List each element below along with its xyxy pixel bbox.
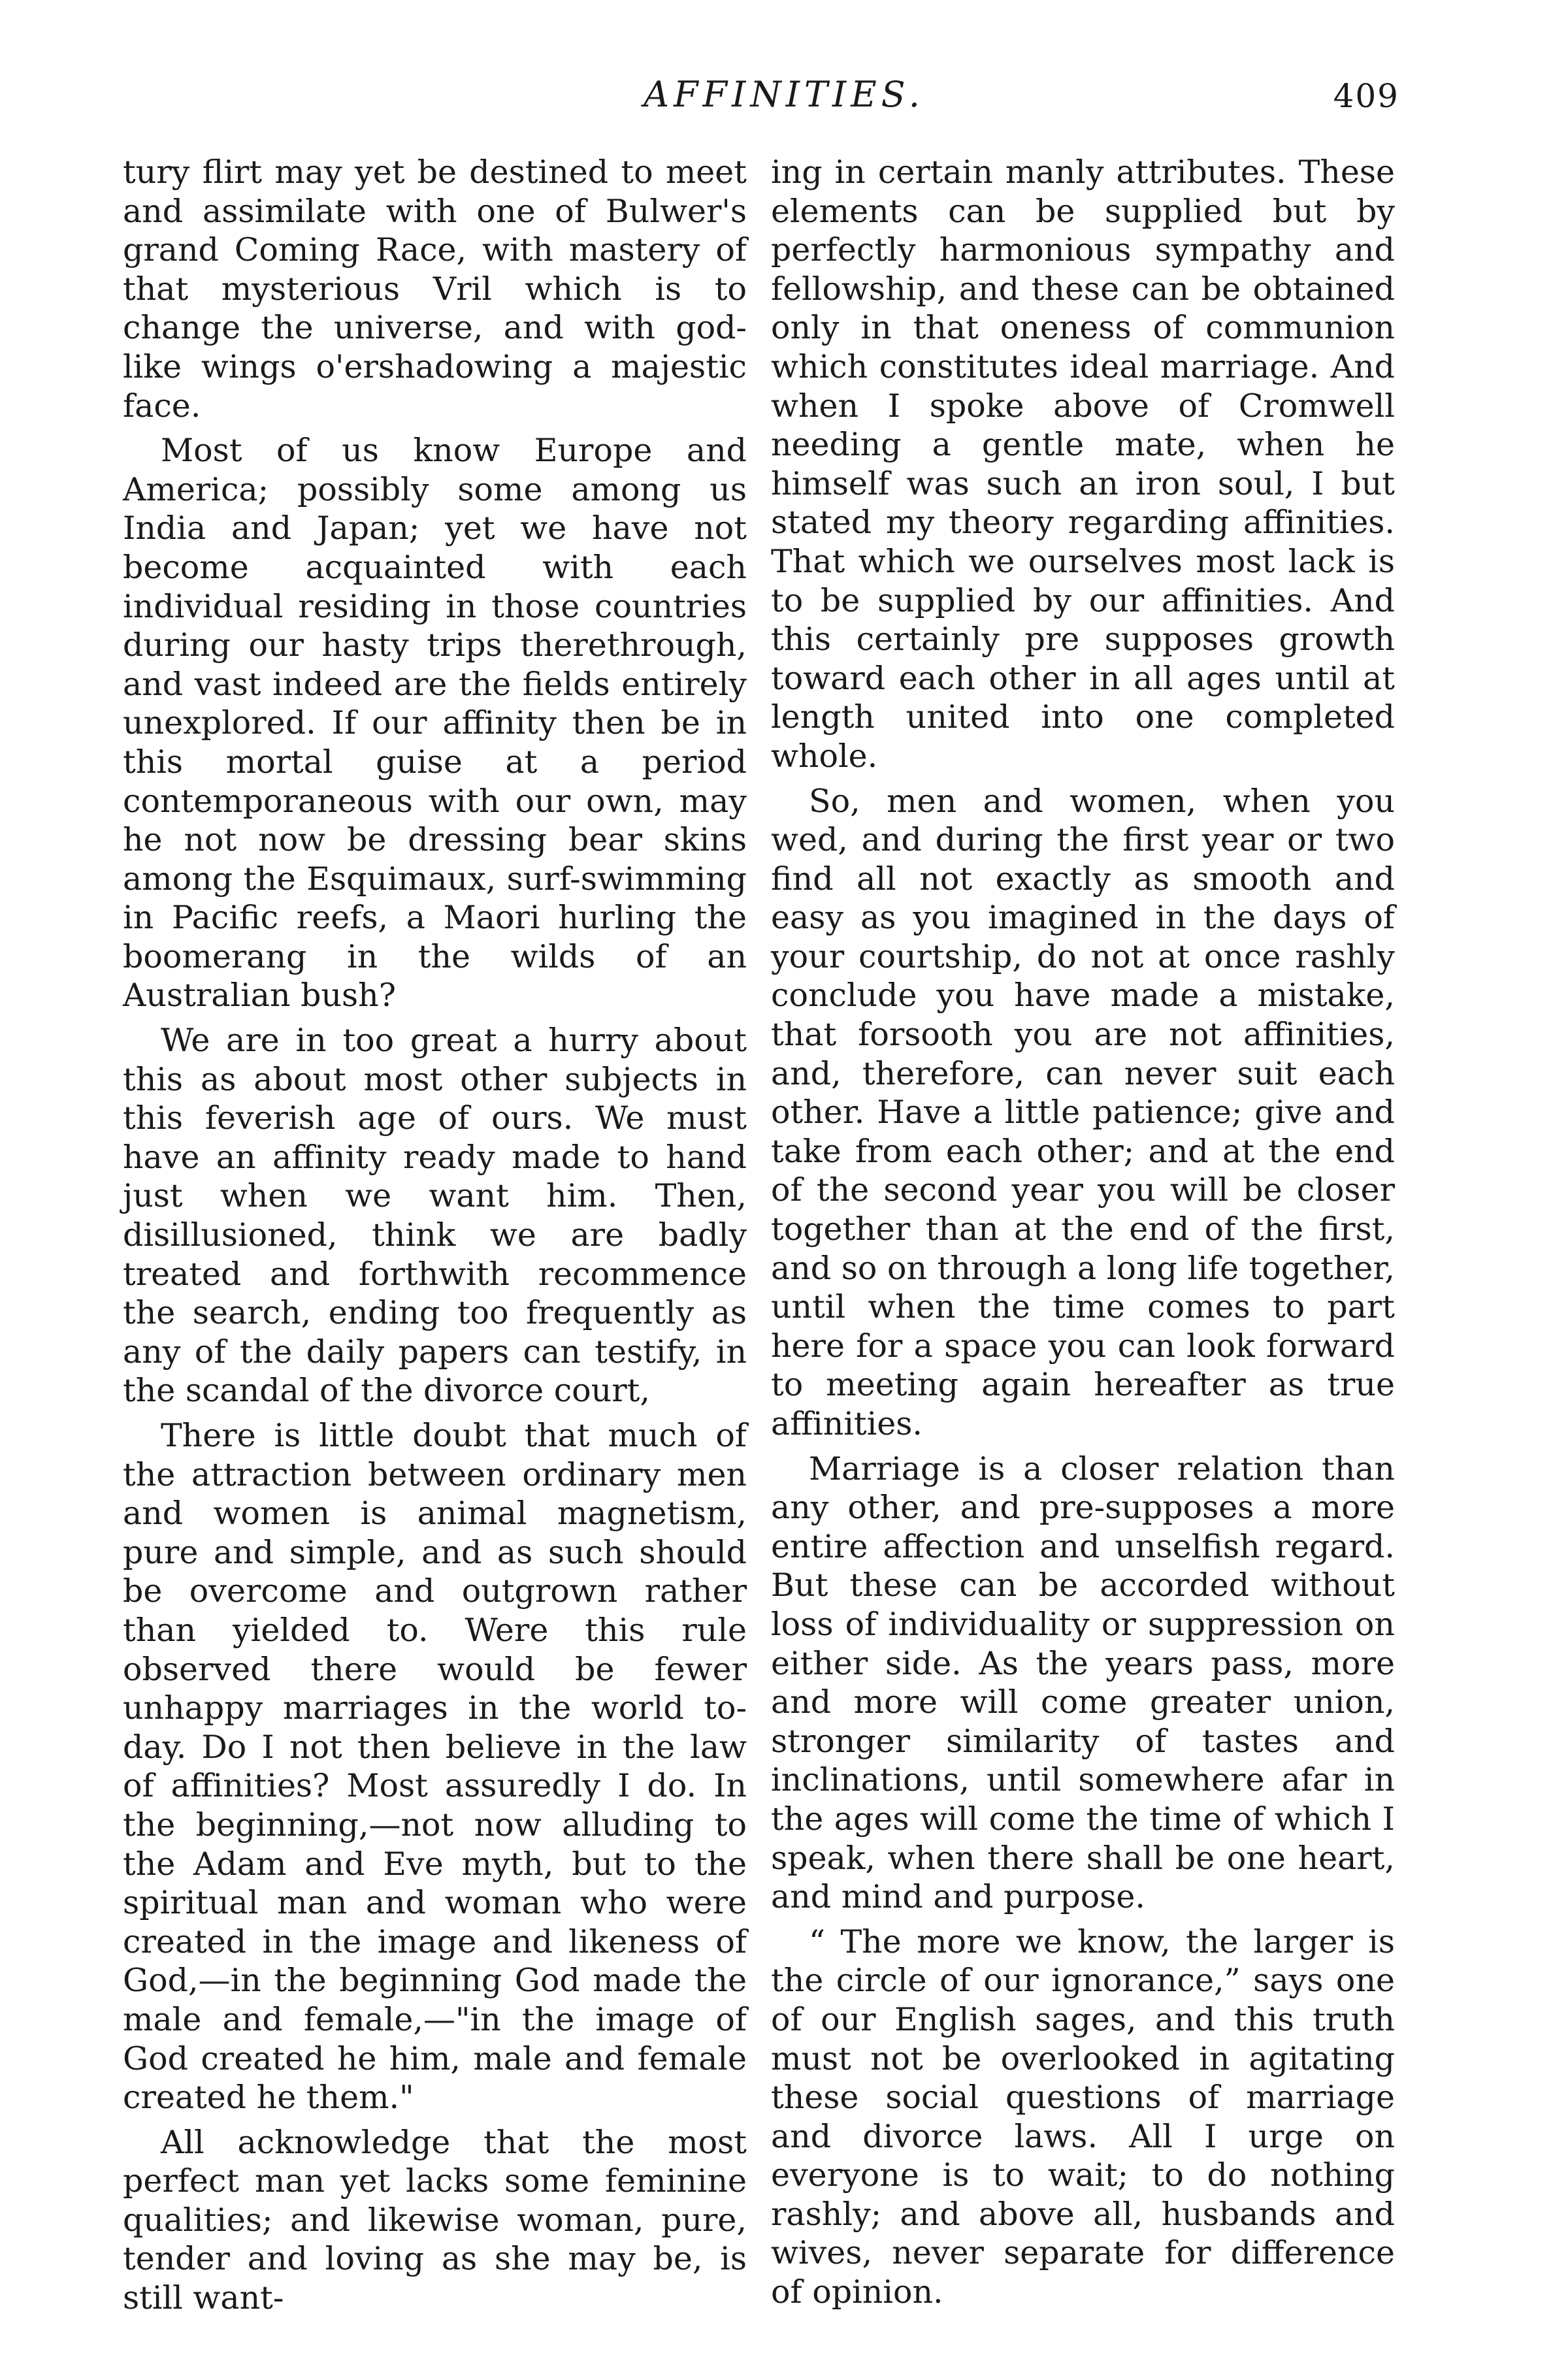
- paragraph: So, men and women, when you wed, and during the first year or two find all not exactly as smooth and easy as you imagined in the days of your courtship, do not at once rashly conclude you have made a mistake, that forsooth you are not affinities, and, therefore, can never suit each other. Have a little patience; give and take from each other; and at the end of the second year you will be closer together than at the end of the first, and so on through a long life together, until when the time comes to part here for a space you can look forward to meeting again hereafter as true affinities.: [771, 782, 1395, 1442]
- paragraph: All acknowledge that the most perfect man yet lacks some feminine qualities; and likewise woman, pure, tender and loving as she may be, is still want-: [123, 2123, 747, 2317]
- paragraph: “ The more we know, the larger is the circle of our ignorance,” says one of our English sages, and this truth must not be overlooked in agitating these social questions of marriage and divorce laws. All I urge on everyone is to wait; to do nothing rashly; and above all, husbands and wives, never separate for difference of opinion.: [771, 1923, 1395, 2311]
- paragraph: We are in too great a hurry about this as about most other subjects in this feverish age of ours. We must have an affinity ready made to hand just when we want him. Then, disillusioned, think we are badly treated and forthwith recommence the search, ending too frequently as any of the daily papers can testify, in the scandal of the divorce court,: [123, 1022, 747, 1410]
- running-title: AFFINITIES.: [644, 74, 924, 115]
- right-column: [771, 153, 1395, 2312]
- paragraph: ing in certain manly attributes. These elements can be supplied but by perfectly harmonious sympathy and fellowship, and these can be obtained only in that oneness of communion which constitutes ideal marriage. And when I spoke above of Cromwell needing a gentle mate, when he himself was such an iron soul, I but stated my theory regarding affinities. That which we ourselves most lack is to be supplied by our affinities. And this certainly pre supposes growth toward each other in all ages until at length united into one completed whole.: [771, 154, 1395, 775]
- paragraph: tury flirt may yet be destined to meet and assimilate with one of Bulwer's grand Coming Race, with mastery of that mysterious Vril which is to change the universe, and with god-like wings o'ershadowing a majestic face.: [123, 154, 747, 425]
- page-number: 409: [1333, 77, 1399, 115]
- paragraph: There is little doubt that much of the attraction between ordinary men and women is animal magnetism, pure and simple, and as such should be overcome and outgrown rather than yielded to. Were this rule observed there would be fewer unhappy marriages in the world to-day. Do I not then believe in the law of affinities? Most assuredly I do. In the beginning,—not now alluding to the Adam and Eve myth, but to the spiritual man and woman who were created in the image and likeness of God,—in the beginning God made the male and female,—"in the image of God created he him, male and female created he them.": [123, 1417, 747, 2117]
- left-column: [123, 153, 747, 2318]
- paragraph: Most of us know Europe and America; possibly some among us India and Japan; yet we have not become acquainted with each individual residing in those countries during our hasty trips therethrough, and vast indeed are the fields entirely unexplored. If our affinity then be in this mortal guise at a period contemporaneous with our own, may he not now be dressing bear skins among the Esquimaux, surf-swimming in Pacific reefs, a Maori hurling the boomerang in the wilds of an Australian bush?: [123, 432, 747, 1015]
- paragraph: Marriage is a closer relation than any other, and pre-supposes a more entire affection and unselfish regard. But these can be accorded without loss of individuality or suppression on either side. As the years pass, more and more will come greater union, stronger similarity of tastes and inclinations, until somewhere afar in the ages will come the time of which I speak, when there shall be one heart, and mind and purpose.: [771, 1450, 1395, 1916]
